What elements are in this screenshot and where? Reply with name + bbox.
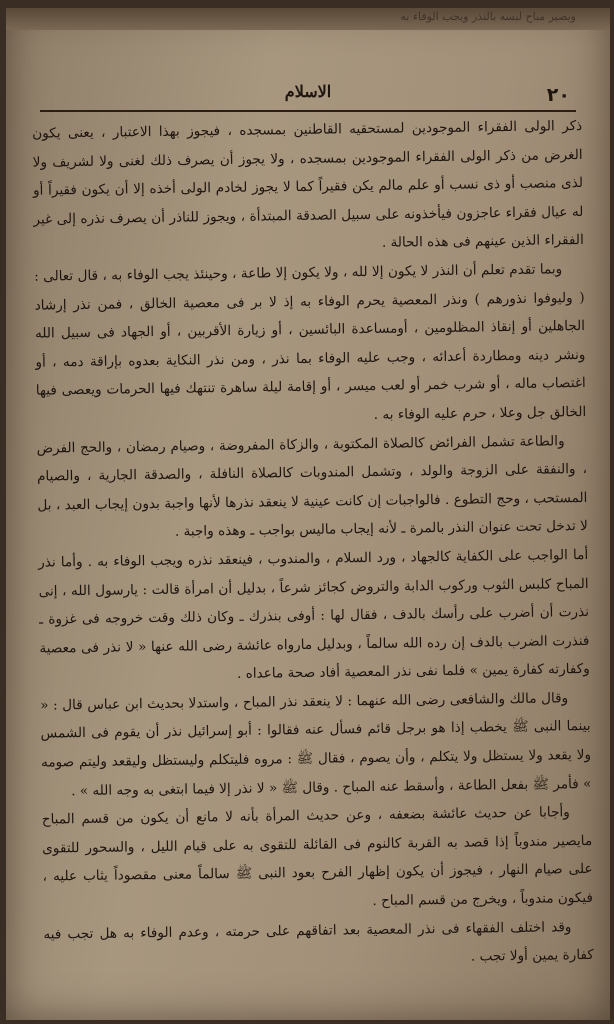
running-title: الاسلام	[284, 82, 332, 101]
book-page	[6, 8, 610, 1020]
page-header	[40, 80, 576, 112]
body-text	[32, 112, 594, 988]
bleed-through-text: ويصير مباح لبسه بالنذر ويجب الوفاء به	[400, 10, 576, 23]
paragraph: أما الواجب على الكفاية كالجهاد ، ورد السلام ، والمندوب ، فينعقد نذره ويجب الوفاء به . وأما نذر المباح كلبس الثوب وركوب الدابة والتروض كجائز شرعاً ، بدليل أن امرأة قالت : يارسول الله ، إنى نذرت أن أضرب على رأسك بالدف ، فقال لها : أوفى بنذرك ـ وكان ذلك وقت خروجه فى غزوة ـ فنذرت الضرب بالدف إن رده الله سالماً ، وبدليل مارواه عائشة رضى الله عنها « لا نذر فى معصية وكفارته كفارة يمين » فلما نفى نذر المعصية أفاد صحة ماعداه .	[38, 546, 590, 683]
paragraph: والطاعة تشمل الفرائض كالصلاة المكتوبة ، والزكاة المفروضة ، وصيام رمضان ، والحج الفرض ، والنفقة على الزوجة والولد ، وتشمل المندوبات كالصلاة النافلة ، والصدقة الجارية ، والصيام المستحب ، وحج التطوع . فالواجبات إن كانت عينية لا ينعقد نذرها لأنها واجبة بدون إيجاب العبد ، بل لا تدخل تحت عنوان النذر بالمرة ـ لأنه إيجاب ماليس بواجب ـ وهذه واجبة .	[36, 432, 588, 541]
page-number: ٢٠	[546, 84, 570, 106]
paragraph: وبما تقدم تعلم أن النذر لا يكون إلا لله ، ولا يكون إلا طاعة ، وحينئذ يجب الوفاء به ، قال تعالى : ( وليوفوا نذورهم ) ونذر المعصية يحرم الوفاء به إذ لا بر فى معصية الخالق ، فمن نذر إرشاد الجاهلين أو إنقاذ المظلومين ، أومساعدة البائسين ، أو زيارة الأقربين ، أو الجهاد فى سبيل الله ونشر دينه ومطاردة أعدائه ، وجب عليه الوفاء بما نذر ، ومن نذر النكاية بعدوه بإراقة دمه ، أو اغتصاب ماله ، أو شرب خمر أو لعب ميسر ، أو إقامة ليلة ساهرة تنتهك فيها الحرمات ويعصى فيها الخالق جل وعلا ، حرم عليه الوفاء به .	[34, 261, 587, 423]
paragraph: وأجابا عن حديث عائشة بضعفه ، وعن حديث المرأة بأنه لا مانع أن يكون من قسم المباح مايصير مندوباً إذا قصد به القربة كالنوم فى القائلة للتقوى به على قيام الليل ، والسحور للتقوى على صيام النهار ، فيجوز أن يكون إظهار الفرح بعود النبى ﷺ سالماً معنى مقصوداً يثاب عليه ، فيكون مندوباً ، ويخرج من قسم المباح .	[41, 804, 594, 910]
paragraph: ذكر الولى الفقراء الموجودين لمستحقيه القاطنين بمسجده ، فيجوز بهذا الاعتبار ، يعنى يكون الغرض من ذكر الولى الفقراء الموجودين بمسجده ، ولا يجوز أن يصرف ذلك لغنى ولا لشريف ولا لذى منصب أو ذى نسب أو علم مالم يكن فقيراً كما لا يجوز لخادم الولى أخذه إلا أن يكون فقيراً أو له عيال فقراء عاجزون فيأخذونه على سبيل الصدقة المبتدأة ، ويجوز للناذر أن يصرف نذره إلى غير الفقراء الذين عينهم فى هذه الحالة .	[32, 117, 584, 252]
paragraph: وقال مالك والشافعى رضى الله عنهما : لا ينعقد نذر المباح ، واستدلا بحديث ابن عباس قال : « بينما النبى ﷺ يخطب إذا هو برجل قائم فسأل عنه فقالوا : أبو إسرائيل نذر أن يقوم فى الشمس ولا يقعد ولا يستظل ولا يتكلم ، وأن يصوم ، فقال ﷺ : مروه فليتكلم وليستظل وليقعد وليتم صومه » فأمر ﷺ بفعل الطاعة ، وأسقط عنه المباح . وقال ﷺ « لا نذر إلا فيما ابتغى به وجه الله » .	[40, 690, 592, 799]
paragraph: وقد اختلف الفقهاء فى نذر المعصية بعد اتفاقهم على حرمته ، وعدم الوفاء به هل تجب فيه كفارة يمين أولا تجب .	[43, 918, 594, 965]
